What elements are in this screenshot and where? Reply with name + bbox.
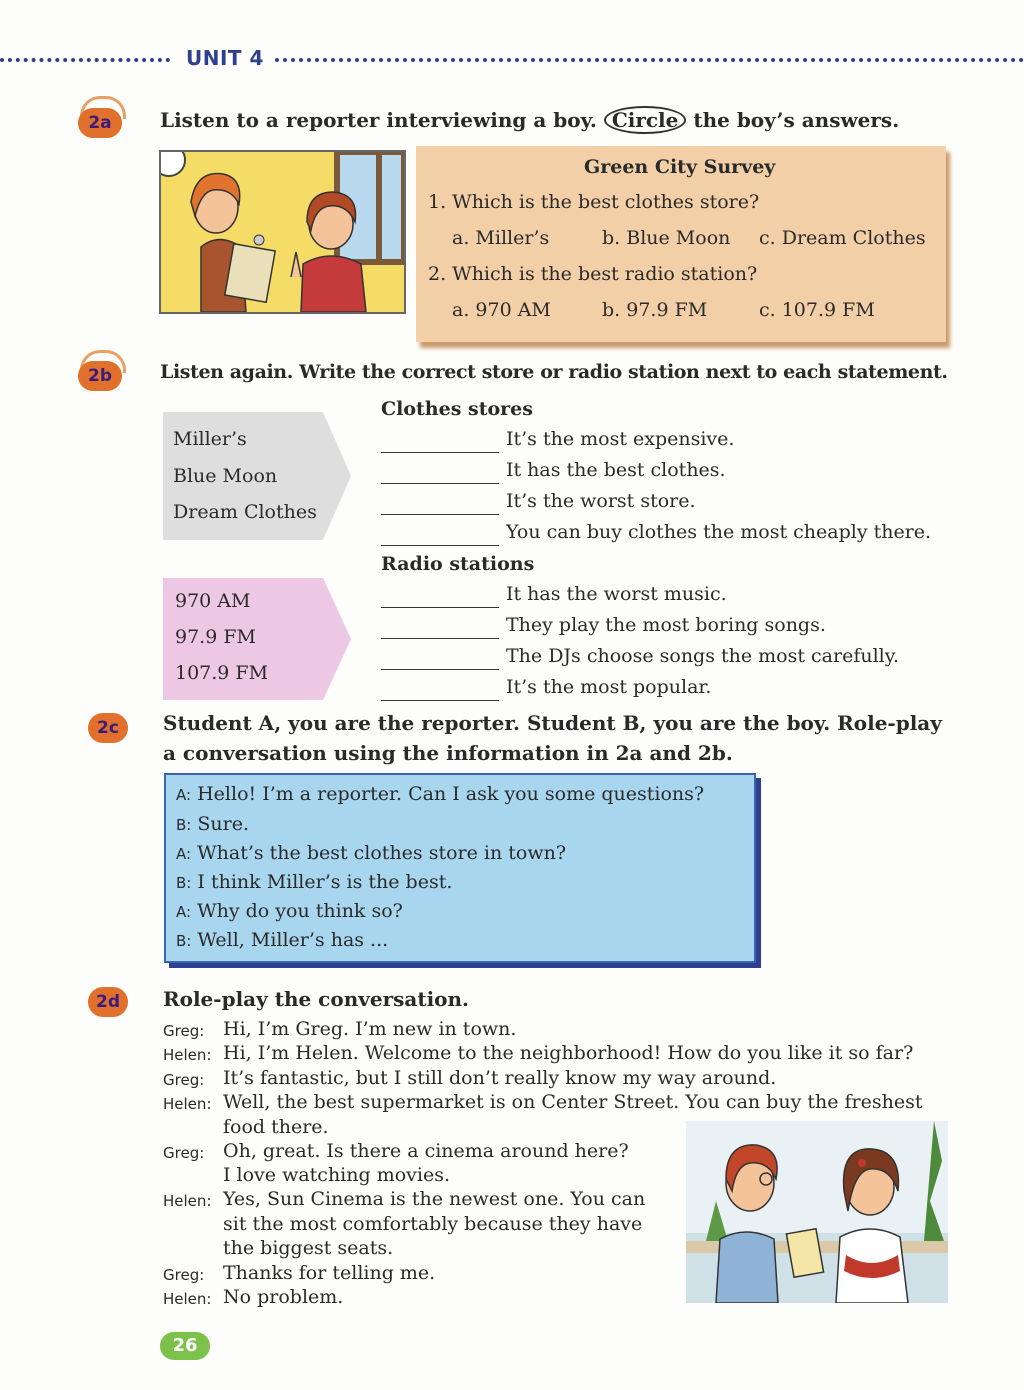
dialog-speaker: A: — [176, 845, 192, 863]
dialog-line — [176, 900, 403, 922]
instruction-2b: Listen again. Write the correct store or radio station next to each statement. — [160, 361, 948, 383]
instruction-2d: Role-play the conversation. — [163, 987, 470, 1011]
instruction-2c-line-2: a conversation using the information in 2a and 2b. — [163, 741, 733, 765]
conversation-line: No problem. — [223, 1286, 344, 1308]
badge-2c: 2c — [88, 713, 128, 743]
radio-statement-4: It’s the most popular. — [506, 676, 712, 698]
conversation-line: Oh, great. Is there a cinema around here? — [223, 1140, 629, 1162]
header-dotted-rule-right — [275, 58, 1024, 62]
greg-and-helen-drawing — [686, 1121, 948, 1303]
dialog-line — [176, 783, 704, 805]
dialog-text: I think Miller’s is the best. — [197, 871, 453, 893]
dialog-speaker: A: — [176, 903, 192, 921]
reporter-and-boy-drawing — [161, 152, 404, 312]
conversation-line: I love watching movies. — [223, 1164, 450, 1186]
clothes-statement-3: It’s the worst store. — [506, 490, 696, 512]
answer-blank-radio-1[interactable] — [381, 607, 499, 608]
dialog-line — [176, 813, 249, 835]
conversation-line: It’s fantastic, but I still don’t really know my way around. — [223, 1067, 777, 1089]
survey-question-1: 1. Which is the best clothes store? — [428, 191, 760, 213]
conversation-line: Well, the best supermarket is on Center Street. You can buy the freshest — [223, 1091, 923, 1113]
answer-blank-clothes-4[interactable] — [381, 545, 499, 546]
survey-q2-option-b[interactable]: b. 97.9 FM — [602, 299, 708, 321]
reporter-and-boy-illustration — [159, 150, 406, 314]
conversation-line: Thanks for telling me. — [223, 1262, 436, 1284]
answer-blank-radio-2[interactable] — [381, 638, 499, 639]
speaker-label: Helen: — [163, 1046, 212, 1064]
conversation-line: food there. — [223, 1116, 329, 1138]
dialog-speaker: B: — [176, 932, 192, 950]
answer-blank-clothes-3[interactable] — [381, 514, 499, 515]
speaker-label: Greg: — [163, 1144, 205, 1162]
badge-2d: 2d — [88, 987, 128, 1017]
dialog-text: Well, Miller’s has ... — [197, 929, 389, 951]
instruction-2a-circled-word: Circle — [604, 106, 687, 134]
dialog-text: Why do you think so? — [197, 900, 403, 922]
dialog-speaker: A: — [176, 786, 192, 804]
answer-blank-clothes-2[interactable] — [381, 483, 499, 484]
badge-2a: 2a — [78, 108, 122, 138]
clothes-statement-2: It has the best clothes. — [506, 459, 726, 481]
clothes-statement-4: You can buy clothes the most cheaply there. — [506, 521, 932, 543]
radio-stations-heading: Radio stations — [381, 553, 535, 575]
speaker-label: Greg: — [163, 1022, 205, 1040]
dialog-speaker: B: — [176, 874, 192, 892]
survey-q2-option-a[interactable]: a. 970 AM — [452, 299, 551, 321]
tag-store-blue-moon: Blue Moon — [173, 465, 278, 487]
survey-q1-option-c[interactable]: c. Dream Clothes — [759, 227, 926, 249]
dialog-text: Hello! I’m a reporter. Can I ask you some questions? — [197, 783, 705, 805]
answer-blank-radio-3[interactable] — [381, 669, 499, 670]
dialog-line — [176, 871, 452, 893]
radio-statement-1: It has the worst music. — [506, 583, 727, 605]
speaker-label: Helen: — [163, 1095, 212, 1113]
radio-statement-3: The DJs choose songs the most carefully. — [506, 645, 900, 667]
survey-q1-option-b[interactable]: b. Blue Moon — [602, 227, 731, 249]
greg-and-helen-illustration — [686, 1121, 948, 1303]
dialog-line — [176, 929, 388, 951]
clothes-stores-heading: Clothes stores — [381, 398, 533, 420]
tag-store-millers: Miller’s — [173, 428, 247, 450]
tag-store-dream-clothes: Dream Clothes — [173, 501, 317, 523]
speaker-label: Greg: — [163, 1071, 205, 1089]
survey-q1-option-a[interactable]: a. Miller’s — [452, 227, 550, 249]
unit-label: UNIT 4 — [186, 46, 264, 70]
dialog-speaker: B: — [176, 816, 192, 834]
answer-blank-radio-4[interactable] — [381, 700, 499, 701]
instruction-2a-text: Listen to a reporter interviewing a boy. — [160, 108, 597, 132]
conversation-line: Hi, I’m Helen. Welcome to the neighborhood! How do you like it so far? — [223, 1042, 914, 1064]
clothes-statement-1: It’s the most expensive. — [506, 428, 735, 450]
instruction-2a-text-end: the boy’s answers. — [693, 108, 900, 132]
badge-2b: 2b — [78, 361, 122, 391]
header-dotted-rule-left — [0, 58, 170, 62]
page-number-badge: 26 — [160, 1332, 210, 1360]
green-city-survey-card — [416, 146, 946, 342]
instruction-2a — [160, 108, 899, 132]
dialog-text: What’s the best clothes store in town? — [197, 842, 567, 864]
speaker-label: Helen: — [163, 1290, 212, 1308]
dialog-text: Sure. — [197, 813, 250, 835]
tag-station-970am: 970 AM — [175, 590, 251, 612]
survey-q2-option-c[interactable]: c. 107.9 FM — [759, 299, 875, 321]
conversation-line: the biggest seats. — [223, 1237, 394, 1259]
conversation-line: Hi, I’m Greg. I’m new in town. — [223, 1018, 517, 1040]
tag-station-979fm: 97.9 FM — [175, 626, 256, 648]
radio-statement-2: They play the most boring songs. — [506, 614, 826, 636]
tag-station-1079fm: 107.9 FM — [175, 662, 269, 684]
dialog-line — [176, 842, 566, 864]
speaker-label: Greg: — [163, 1266, 205, 1284]
survey-title: Green City Survey — [584, 156, 776, 178]
conversation-line: Yes, Sun Cinema is the newest one. You can — [223, 1188, 646, 1210]
answer-blank-clothes-1[interactable] — [381, 452, 499, 453]
sample-dialog-box — [164, 773, 756, 963]
conversation-line: sit the most comfortably because they have — [223, 1213, 643, 1235]
instruction-2c-line-1: Student A, you are the reporter. Student B, you are the boy. Role-play — [163, 711, 942, 735]
survey-question-2: 2. Which is the best radio station? — [428, 263, 758, 285]
speaker-label: Helen: — [163, 1192, 212, 1210]
